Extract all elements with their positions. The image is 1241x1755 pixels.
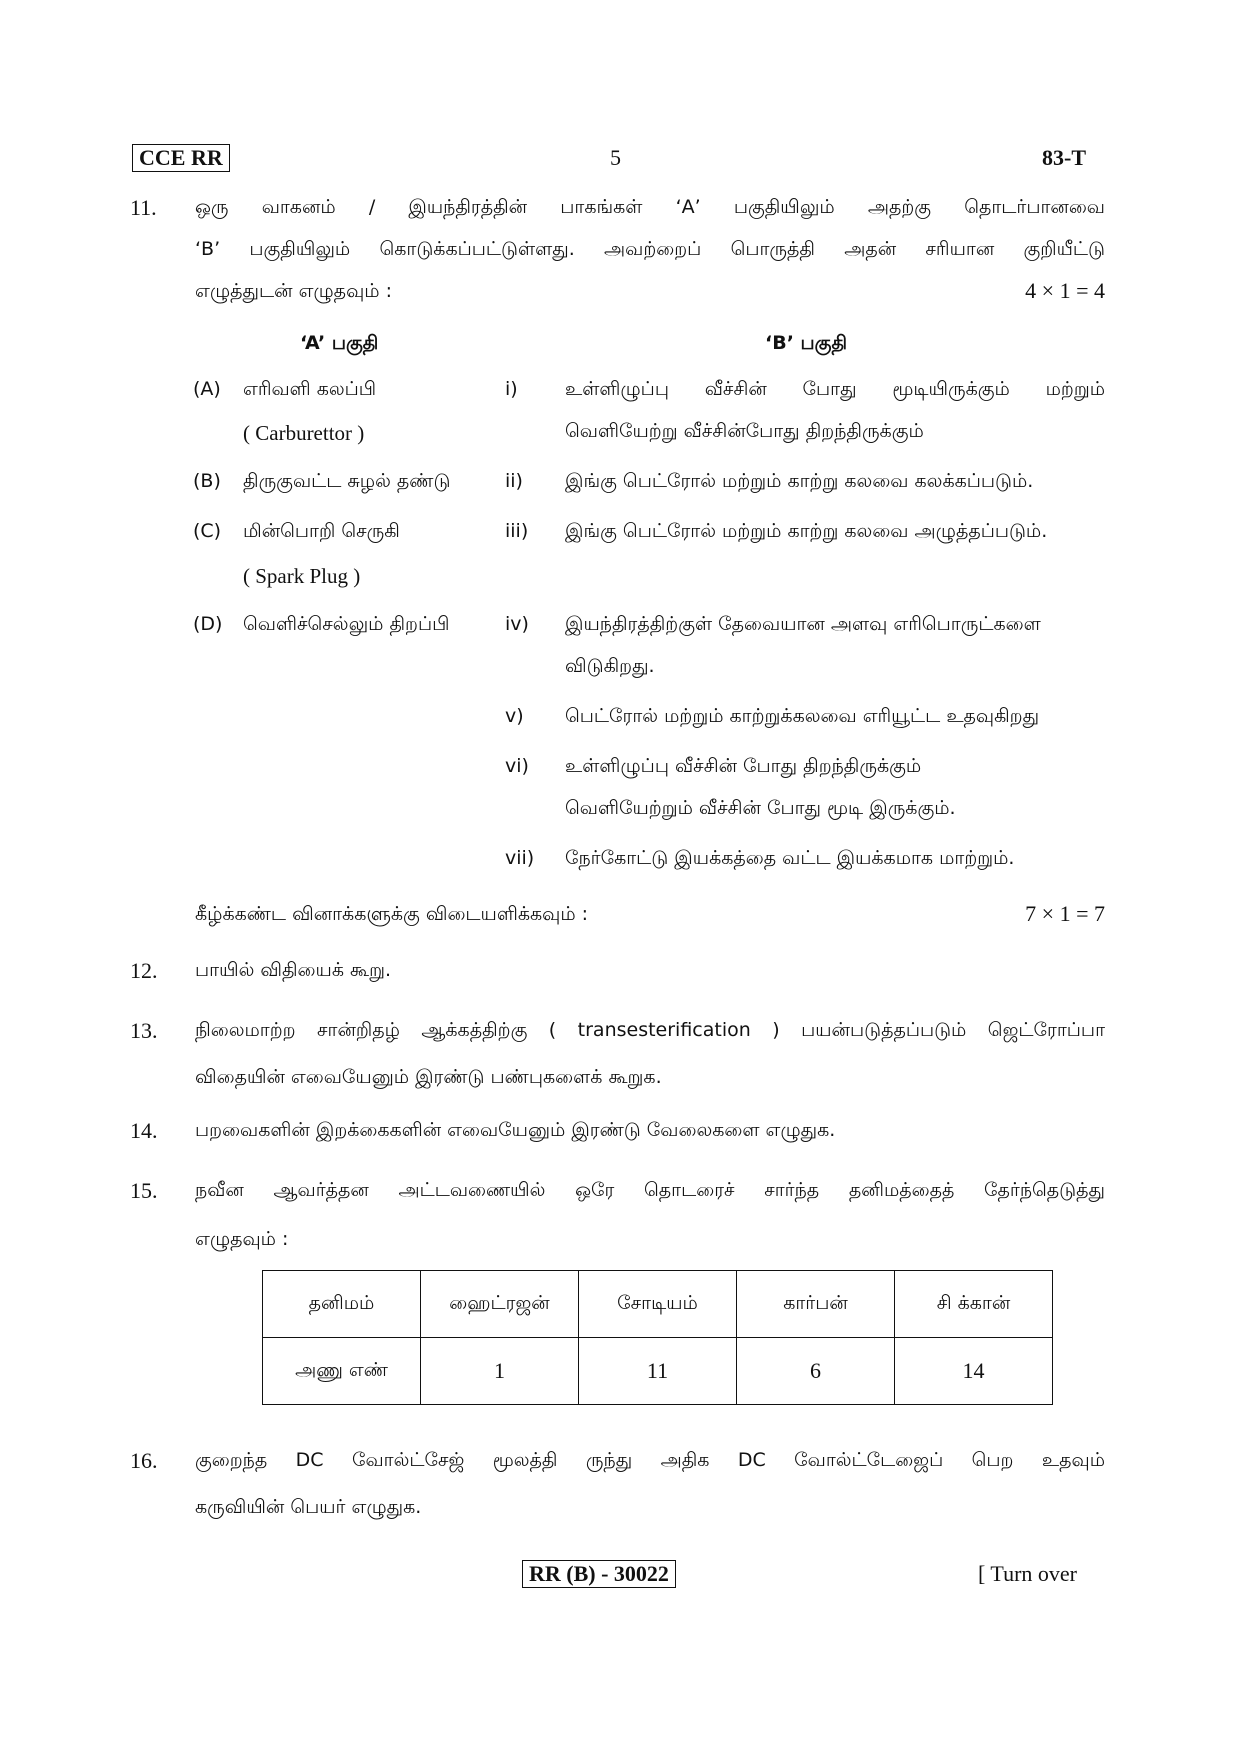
col-b-label: vii) bbox=[505, 847, 535, 869]
col-b-text: இங்கு பெட்ரோல் மற்றும் காற்று கலவை அழுத்தப்படும். bbox=[565, 520, 1048, 542]
section-marks: 7 × 1 = 7 bbox=[1025, 901, 1105, 926]
table-cell: 6 bbox=[737, 1338, 895, 1405]
section-instruction: கீழ்க்கண்ட வினாக்களுக்கு விடையளிக்கவும் : bbox=[195, 903, 589, 925]
col-a-text: எரிவளி கலப்பி bbox=[243, 378, 377, 400]
table-cell: தனிமம் bbox=[263, 1271, 421, 1338]
col-a-text: வெளிச்செல்லும் திறப்பி bbox=[243, 613, 450, 635]
footer-code-box: RR (B) - 30022 bbox=[522, 1560, 676, 1588]
table-row bbox=[263, 1338, 1053, 1405]
paper-code: 83-T bbox=[1042, 145, 1086, 170]
col-a-label: (C) bbox=[193, 520, 222, 542]
table-cell: 11 bbox=[579, 1338, 737, 1405]
q15-line-1: நவீன ஆவர்த்தன அட்டவணையில் ஒரே தொடரைச் சார்ந்த தனிமத்தைத் தேர்ந்தெடுத்து bbox=[195, 1179, 1105, 1201]
table-cell: சோடியம் bbox=[579, 1271, 737, 1338]
q11-line-3: எழுத்துடன் எழுதவும் : bbox=[195, 280, 392, 302]
col-b-text: உள்ளிழுப்பு வீச்சின் போது மூடியிருக்கும் மற்றும் bbox=[565, 378, 1105, 400]
q16-line-1: குறைந்த DC வோல்ட்சேஜ் மூலத்தி ருந்து அதிக DC வோல்ட்டேஜைப் பெற உதவும் bbox=[195, 1449, 1105, 1471]
table-cell: அணு எண் bbox=[263, 1338, 421, 1405]
col-b-label: iii) bbox=[505, 520, 529, 542]
table-cell: கார்பன் bbox=[737, 1271, 895, 1338]
column-b-heading: ‘B’ பகுதி bbox=[765, 332, 848, 354]
q13-line-2: விதையின் எவையேனும் இரண்டு பண்புகளைக் கூறுக. bbox=[195, 1066, 662, 1088]
col-a-label: (B) bbox=[193, 470, 221, 492]
col-a-label: (A) bbox=[193, 378, 221, 400]
column-a-heading: ‘A’ பகுதி bbox=[300, 332, 379, 354]
q11-line-2: ‘B’ பகுதியிலும் கொடுக்கப்பட்டுள்ளது. அவற்றைப் பொருத்தி அதன் சரியான குறியீட்டு bbox=[195, 238, 1105, 260]
col-a-text: திருகுவட்ட சுழல் தண்டு bbox=[243, 470, 451, 492]
page-number: 5 bbox=[610, 145, 621, 170]
col-b-label: vi) bbox=[505, 755, 529, 777]
elements-table bbox=[262, 1270, 1053, 1405]
col-b-sub: வெளியேற்று வீச்சின்போது திறந்திருக்கும் bbox=[565, 420, 924, 442]
q11-line-1: ஒரு வாகனம் / இயந்திரத்தின் பாகங்கள் ‘A’ பகுதியிலும் அதற்கு தொடர்பானவை bbox=[195, 196, 1105, 218]
col-a-sub: ( Carburettor ) bbox=[243, 421, 365, 445]
table-cell: 1 bbox=[421, 1338, 579, 1405]
question-number-12: 12. bbox=[130, 958, 158, 983]
exam-code-box: CCE RR bbox=[132, 144, 230, 172]
q13-line-1: நிலைமாற்ற சான்றிதழ் ஆக்கத்திற்கு ( transesterification ) பயன்படுத்தப்படும் ஜெட்ரோப்பா bbox=[195, 1019, 1105, 1041]
col-a-sub: ( Spark Plug ) bbox=[243, 564, 361, 588]
col-b-label: i) bbox=[505, 378, 518, 400]
question-number-13: 13. bbox=[130, 1018, 158, 1043]
col-b-sub: விடுகிறது. bbox=[565, 655, 655, 677]
table-cell: 14 bbox=[895, 1338, 1053, 1405]
col-a-text: மின்பொறி செருகி bbox=[243, 520, 400, 542]
col-b-text: இங்கு பெட்ரோல் மற்றும் காற்று கலவை கலக்கப்படும். bbox=[565, 470, 1034, 492]
question-number-14: 14. bbox=[130, 1118, 158, 1143]
col-b-label: ii) bbox=[505, 470, 523, 492]
col-b-sub: வெளியேற்றும் வீச்சின் போது மூடி இருக்கும். bbox=[565, 797, 956, 819]
question-number-16: 16. bbox=[130, 1448, 158, 1473]
col-b-text: உள்ளிழுப்பு வீச்சின் போது திறந்திருக்கும் bbox=[565, 755, 922, 777]
q11-marks: 4 × 1 = 4 bbox=[1025, 278, 1105, 303]
turn-over-label: [ Turn over bbox=[978, 1561, 1078, 1586]
col-b-text: நேர்கோட்டு இயக்கத்தை வட்ட இயக்கமாக மாற்றும். bbox=[565, 847, 1015, 869]
col-b-label: iv) bbox=[505, 613, 529, 635]
q15-line-2: எழுதவும் : bbox=[195, 1228, 289, 1250]
col-b-label: v) bbox=[505, 705, 524, 727]
table-cell: சி க்கான் bbox=[895, 1271, 1053, 1338]
table-row bbox=[263, 1271, 1053, 1338]
question-number-15: 15. bbox=[130, 1178, 158, 1203]
col-b-text: பெட்ரோல் மற்றும் காற்றுக்கலவை எரியூட்ட உதவுகிறது bbox=[565, 705, 1040, 727]
q14-text: பறவைகளின் இறக்கைகளின் எவையேனும் இரண்டு வேலைகளை எழுதுக. bbox=[195, 1119, 836, 1141]
q16-line-2: கருவியின் பெயர் எழுதுக. bbox=[195, 1496, 422, 1518]
table-cell: ஹைட்ரஜன் bbox=[421, 1271, 579, 1338]
question-number-11: 11. bbox=[130, 195, 157, 220]
col-b-text: இயந்திரத்திற்குள் தேவையான அளவு எரிபொருட்களை bbox=[565, 613, 1041, 635]
col-a-label: (D) bbox=[193, 613, 223, 635]
q12-text: பாயில் விதியைக் கூறு. bbox=[195, 959, 392, 981]
